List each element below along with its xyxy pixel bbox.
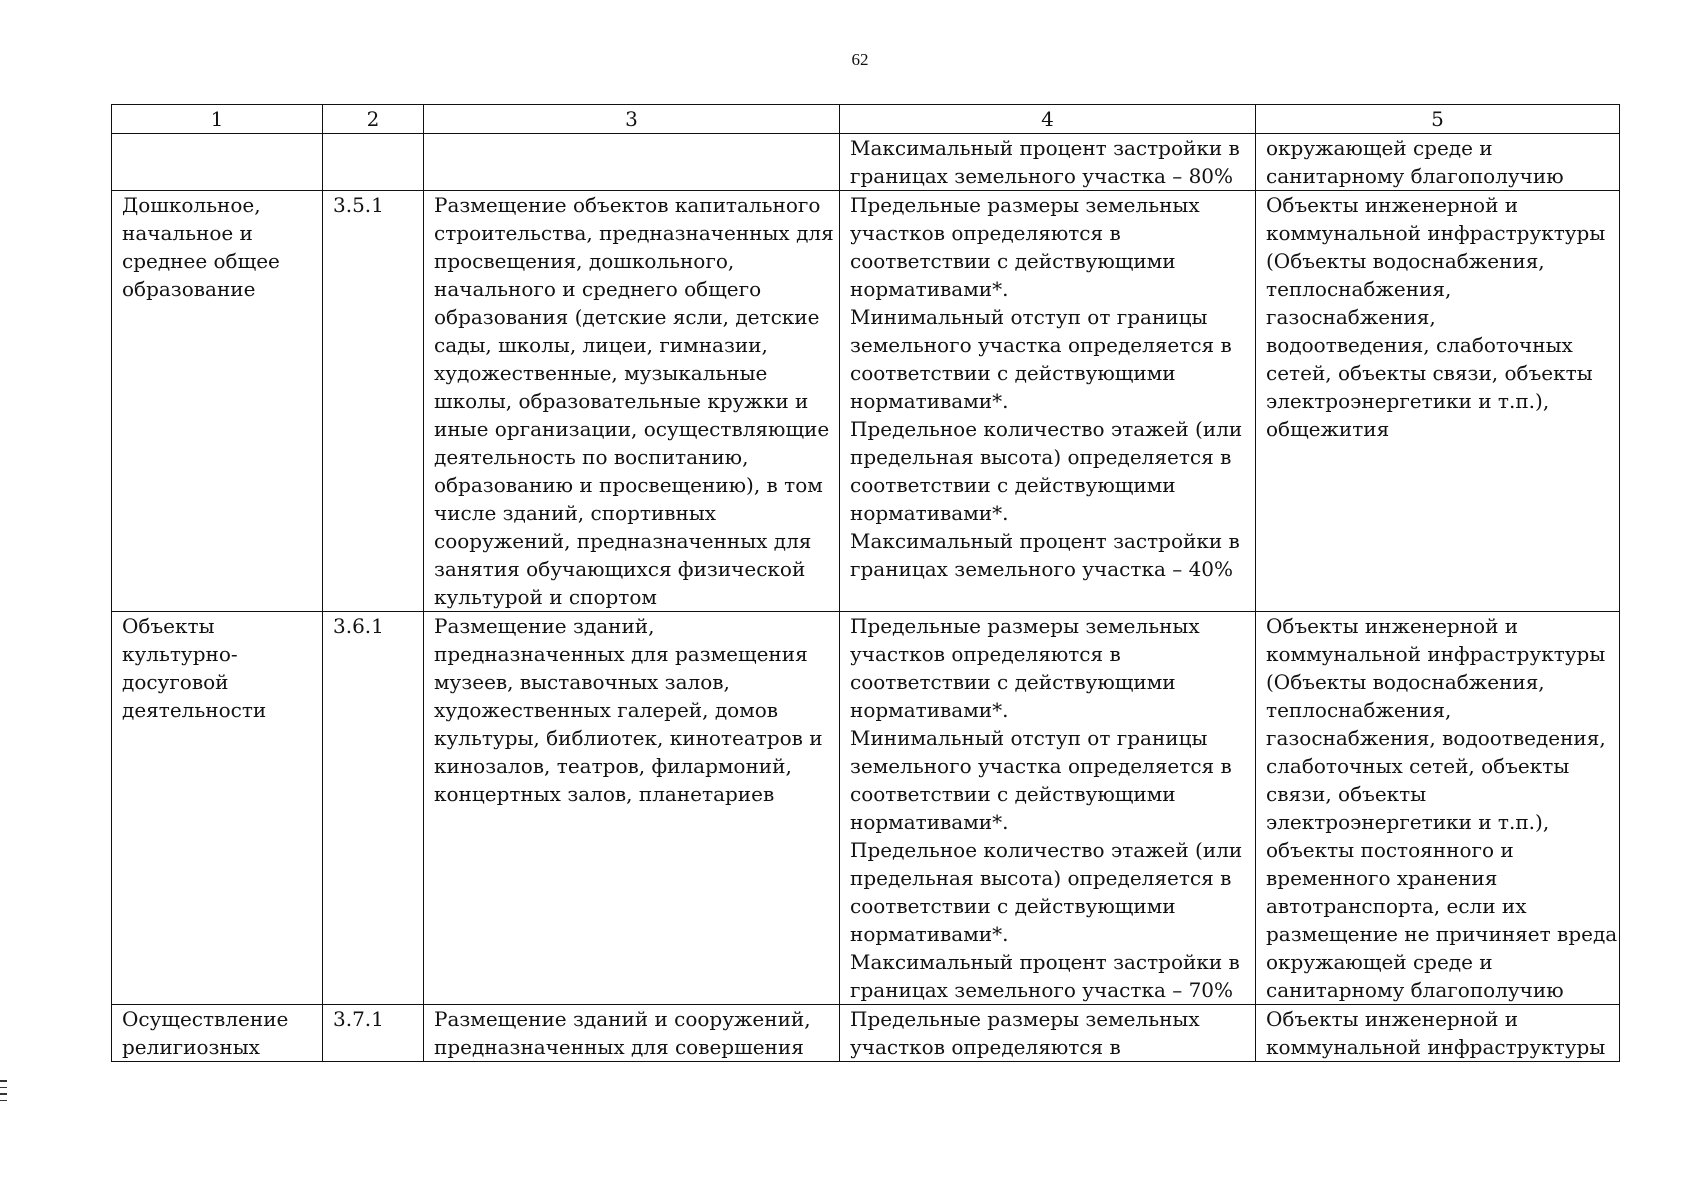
cell-text-line: школы, образовательные кружки и	[434, 389, 809, 413]
cell-text-line: Дошкольное,	[122, 193, 261, 217]
cell-text-line: соответствии с действующими	[850, 670, 1176, 694]
cell-text-line: деятельность по воспитанию,	[434, 445, 749, 469]
cell-description	[424, 612, 840, 1005]
header-row	[112, 105, 1620, 134]
cell-text-line: соответствии с действующими	[850, 782, 1176, 806]
cell-text-line: газоснабжения, водоотведения,	[1266, 726, 1606, 750]
cell-text-line: санитарному благополучию	[1266, 978, 1564, 1002]
cell-text-line: коммунальной инфраструктуры	[1266, 1035, 1606, 1059]
cell-text-line: Минимальный отступ от границы	[850, 726, 1208, 750]
cell-text-line: музеев, выставочных залов,	[434, 670, 730, 694]
cell-text-line: окружающей среде и	[1266, 950, 1493, 974]
cell-text-line: начальное и	[122, 221, 253, 245]
cell-code	[323, 612, 424, 1005]
column-header-4: 4	[840, 105, 1256, 134]
cell-text-line: предельная высота) определяется в	[850, 445, 1232, 469]
cell-text-line: объекты постоянного и	[1266, 838, 1514, 862]
cell-text-line: санитарному благополучию	[1266, 164, 1564, 188]
cell-text-line: земельного участка определяется в	[850, 754, 1232, 778]
cell-text-line: предназначенных для размещения	[434, 642, 808, 666]
cell-text-line: концертных залов, планетариев	[434, 782, 775, 806]
cell-description	[424, 191, 840, 612]
cell-parameters	[840, 1005, 1256, 1062]
cell-text-line: коммунальной инфраструктуры	[1266, 642, 1606, 666]
cell-text-line: границах земельного участка – 40%	[850, 557, 1234, 581]
table-row	[112, 134, 1620, 191]
cell-auxiliary-uses	[1256, 134, 1620, 191]
cell-text-line: строительства, предназначенных для	[434, 221, 834, 245]
cell-text-line: соответствии с действующими	[850, 361, 1176, 385]
table-row	[112, 612, 1620, 1005]
cell-parameters	[840, 191, 1256, 612]
cell-description	[424, 134, 840, 191]
cell-text-line: досуговой	[122, 670, 229, 694]
cell-land-use-name	[112, 612, 323, 1005]
cell-text-line: предельная высота) определяется в	[850, 866, 1232, 890]
cell-text-line: теплоснабжения,	[1266, 698, 1452, 722]
cell-text-line: соответствии с действующими	[850, 249, 1176, 273]
cell-text-line: участков определяются в	[850, 221, 1121, 245]
cell-text-line: водоотведения, слаботочных	[1266, 333, 1573, 357]
cell-text-line: Объекты инженерной и	[1266, 1007, 1519, 1031]
cell-text-line: Предельное количество этажей (или	[850, 838, 1243, 862]
cell-text-line: сады, школы, лицеи, гимназии,	[434, 333, 768, 357]
cell-land-use-name	[112, 1005, 323, 1062]
cell-text-line: размещение не причиняет вреда	[1266, 922, 1618, 946]
cell-text-line: иные организации, осуществляющие	[434, 417, 830, 441]
cell-text-line: Максимальный процент застройки в	[850, 136, 1240, 160]
cell-text-line: границах земельного участка – 80%	[850, 164, 1234, 188]
cell-code	[323, 134, 424, 191]
cell-parameters	[840, 134, 1256, 191]
cell-text-line: электроэнергетики и т.п.),	[1266, 389, 1550, 413]
cell-text-line: Объекты	[122, 614, 215, 638]
cell-text-line: Максимальный процент застройки в	[850, 950, 1240, 974]
cell-text-line: Предельные размеры земельных	[850, 193, 1200, 217]
cell-parameters	[840, 612, 1256, 1005]
cell-land-use-name	[112, 191, 323, 612]
cell-text-line: автотранспорта, если их	[1266, 894, 1527, 918]
cell-text-line: образование	[122, 277, 256, 301]
column-header-1: 1	[112, 105, 323, 134]
table-row	[112, 1005, 1620, 1062]
cell-description	[424, 1005, 840, 1062]
cell-text-line: сетей, объекты связи, объекты	[1266, 361, 1593, 385]
cell-text-line: Осуществление	[122, 1007, 289, 1031]
cell-text-line: числе зданий, спортивных	[434, 501, 717, 525]
page-number: 62	[851, 50, 869, 69]
cell-text-line: художественных галерей, домов	[434, 698, 779, 722]
cell-text-line: 3.6.1	[333, 614, 384, 638]
margin-tick-marks	[0, 1080, 8, 1108]
cell-text-line: начального и среднего общего	[434, 277, 762, 301]
cell-land-use-name	[112, 134, 323, 191]
cell-text-line: предназначенных для совершения	[434, 1035, 804, 1059]
cell-text-line: Объекты инженерной и	[1266, 193, 1519, 217]
cell-text-line: религиозных	[122, 1035, 260, 1059]
cell-text-line: Предельные размеры земельных	[850, 614, 1200, 638]
cell-auxiliary-uses	[1256, 612, 1620, 1005]
cell-text-line: (Объекты водоснабжения,	[1266, 670, 1545, 694]
cell-text-line: Размещение зданий,	[434, 614, 655, 638]
cell-text-line: культурно-	[122, 642, 238, 666]
cell-text-line: Размещение зданий и сооружений,	[434, 1007, 811, 1031]
cell-code	[323, 191, 424, 612]
cell-text-line: (Объекты водоснабжения,	[1266, 249, 1545, 273]
column-header-3: 3	[424, 105, 840, 134]
cell-text-line: соответствии с действующими	[850, 473, 1176, 497]
column-header-2: 2	[323, 105, 424, 134]
cell-text-line: электроэнергетики и т.п.),	[1266, 810, 1550, 834]
cell-auxiliary-uses	[1256, 191, 1620, 612]
cell-text-line: границах земельного участка – 70%	[850, 978, 1234, 1002]
cell-text-line: кинозалов, театров, филармоний,	[434, 754, 792, 778]
cell-text-line: окружающей среде и	[1266, 136, 1493, 160]
cell-text-line: образованию и просвещению), в том	[434, 473, 823, 497]
cell-auxiliary-uses	[1256, 1005, 1620, 1062]
cell-text-line: Максимальный процент застройки в	[850, 529, 1240, 553]
regulations-table	[111, 104, 1620, 1062]
cell-text-line: нормативами*.	[850, 698, 1009, 722]
cell-text-line: нормативами*.	[850, 389, 1009, 413]
cell-text-line: культуры, библиотек, кинотеатров и	[434, 726, 823, 750]
cell-text-line: нормативами*.	[850, 922, 1009, 946]
cell-text-line: слаботочных сетей, объекты	[1266, 754, 1570, 778]
cell-text-line: участков определяются в	[850, 1035, 1121, 1059]
cell-text-line: связи, объекты	[1266, 782, 1427, 806]
cell-text-line: 3.7.1	[333, 1007, 384, 1031]
cell-text-line: Предельные размеры земельных	[850, 1007, 1200, 1031]
cell-text-line: нормативами*.	[850, 810, 1009, 834]
cell-text-line: сооружений, предназначенных для	[434, 529, 812, 553]
cell-text-line: художественные, музыкальные	[434, 361, 768, 385]
table-row	[112, 191, 1620, 612]
cell-text-line: участков определяются в	[850, 642, 1121, 666]
cell-text-line: Предельное количество этажей (или	[850, 417, 1243, 441]
cell-text-line: газоснабжения,	[1266, 305, 1436, 329]
cell-text-line: Объекты инженерной и	[1266, 614, 1519, 638]
cell-text-line: среднее общее	[122, 249, 280, 273]
cell-text-line: просвещения, дошкольного,	[434, 249, 735, 273]
table-body	[112, 134, 1620, 1062]
column-header-5: 5	[1256, 105, 1620, 134]
cell-text-line: Размещение объектов капитального	[434, 193, 821, 217]
cell-text-line: деятельности	[122, 698, 267, 722]
cell-text-line: культурой и спортом	[434, 585, 657, 609]
cell-text-line: коммунальной инфраструктуры	[1266, 221, 1606, 245]
cell-text-line: соответствии с действующими	[850, 894, 1176, 918]
cell-text-line: земельного участка определяется в	[850, 333, 1232, 357]
cell-text-line: общежития	[1266, 417, 1390, 441]
cell-text-line: нормативами*.	[850, 277, 1009, 301]
cell-code	[323, 1005, 424, 1062]
cell-text-line: 3.5.1	[333, 193, 384, 217]
cell-text-line: теплоснабжения,	[1266, 277, 1452, 301]
cell-text-line: Минимальный отступ от границы	[850, 305, 1208, 329]
cell-text-line: образования (детские ясли, детские	[434, 305, 820, 329]
cell-text-line: временного хранения	[1266, 866, 1498, 890]
cell-text-line: занятия обучающихся физической	[434, 557, 806, 581]
cell-text-line: нормативами*.	[850, 501, 1009, 525]
